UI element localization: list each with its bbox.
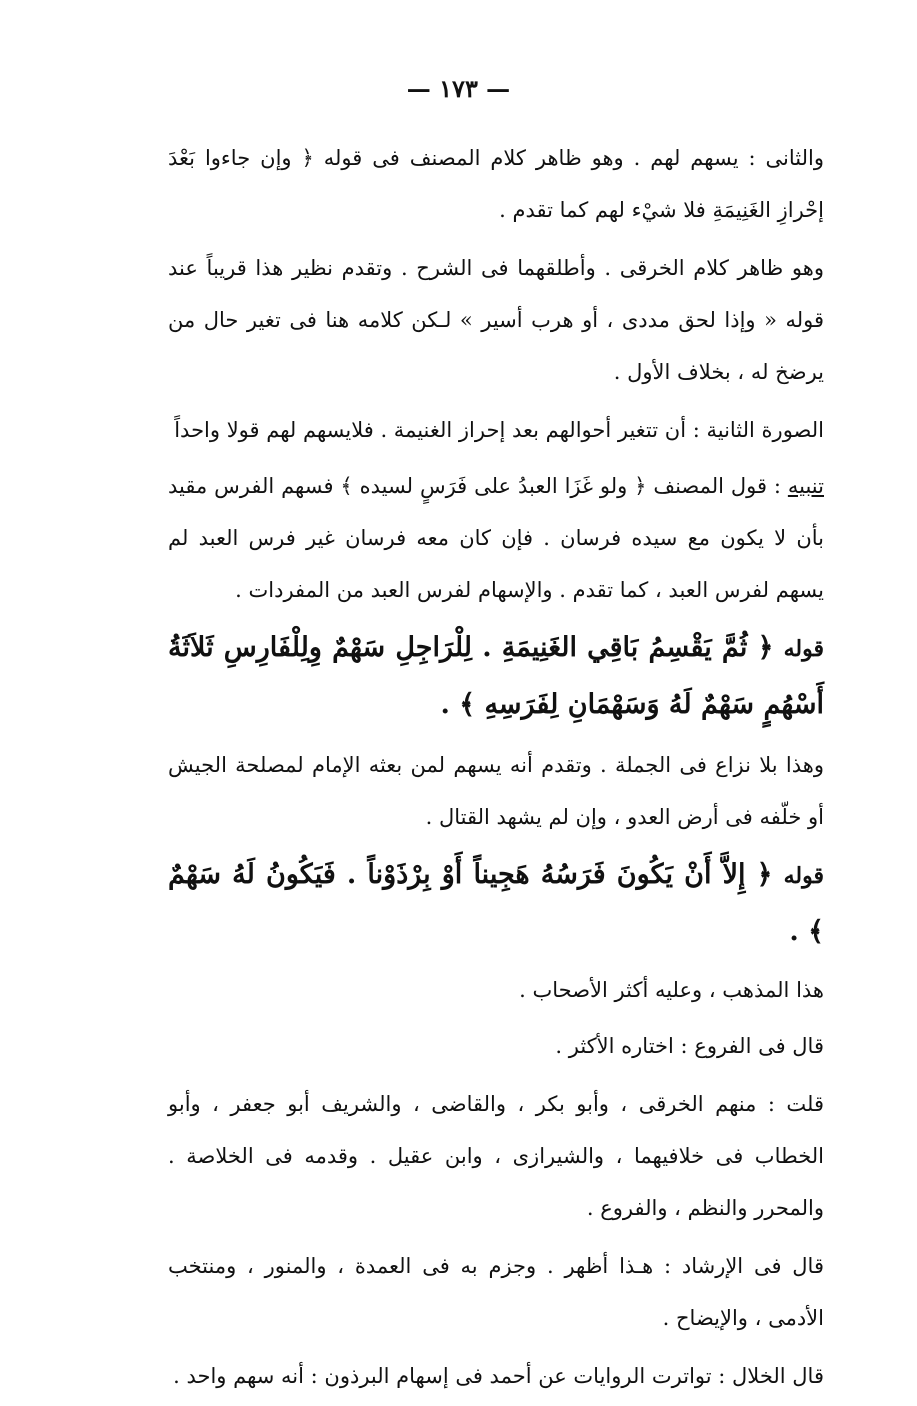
paragraph-kharqi: وهو ظاهر كلام الخرقى . وأطلقهما فى الشرح . وتقدم نظير هذا قريباً عند قوله « وإذا لحق مددى ، أو هرب أسير » لـكن كلامه هنا فى تغير حال من يرضخ له ، بخلاف الأول . [168,256,824,384]
paragraph-irshad: قال فى الإرشاد : هـذا أظهر . وجزم به فى العمدة ، والمنور ، ومنتخب الأدمى ، والإيضاح . [168,1254,824,1330]
page-body [168,132,824,1406]
paragraph-furu: قال فى الفروع : اختاره الأكثر . [555,1034,824,1058]
page-number: — ١٧٣ — [406,74,511,103]
tanbih-label: تنبيه [787,474,824,498]
paragraph-second-opinion: والثانى : يسهم لهم . وهو ظاهر كلام المصنف فى قوله ﴿ وإن جاءوا بَعْدَ إحْرازِ الغَنِيمَةِ فلا شيْء لهم كما تقدم . [168,146,824,222]
paragraph-madhhab: هذا المذهب ، وعليه أكثر الأصحاب . [519,978,824,1002]
paragraph-no-dispute: وهذا بلا نزاع فى الجملة . وتقدم أنه يسهم لمن بعثه الإمام لمصلحة الجيش أو خلّفه فى أرض العدو ، وإن لم يشهد القتال . [168,753,824,829]
tanbih-text: : قول المصنف ﴿ ولو غَزَا العبدُ على فَرَسٍ لسيده ﴾ فسهم الفرس مقيد بأن لا يكون مع سيده فرسان . فإن كان معه فرسان غير فرس العبد لم يسهم لفرس العبد ، كما تقدم . والإسهام لفرس العبد من المفردات . [168,474,824,602]
quote-text: ﴿ إِلاَّ أَنْ يَكُونَ فَرَسُهُ هَجِيناً أَوْ بِرْذَوْناً . فَيَكُونُ لَهُ سَهْمٌ ﴾ . [168,859,824,947]
quote-lead: قوله [783,863,824,889]
quote-hybrid-horse [168,847,824,960]
quote-lead: قوله [783,636,824,662]
paragraph-khallal: قال الخلال : تواترت الروايات عن أحمد فى إسهام البرذون : أنه سهم واحد . [173,1364,824,1388]
paragraph-qultu: قلت : منهم الخرقى ، وأبو بكر ، والقاضى ، والشريف أبو جعفر ، وأبو الخطاب فى خلافيهما ، والشيرازى ، وابن عقيل . وقدمه فى الخلاصة . والمحرر والنظم ، والفروع . [168,1092,824,1220]
paragraph-second-case: الصورة الثانية : أن تتغير أحوالهم بعد إحراز الغنيمة . فلايسهم لهم قولا واحداً [174,418,824,442]
quote-text: ﴿ ثُمَّ يَقْسِمُ بَاقِي الغَنِيمَةِ . لِلْرَاجِلِ سَهْمٌ وِلِلْفَارِسِ ثَلاَثَةُ أَسْهُمٍ سَهْمٌ لَهُ وَسَهْمَانِ لِفَرَسِهِ ﴾ . [168,632,824,720]
paragraph-tanbih [168,460,824,616]
quote-division-of-spoils [168,620,824,733]
